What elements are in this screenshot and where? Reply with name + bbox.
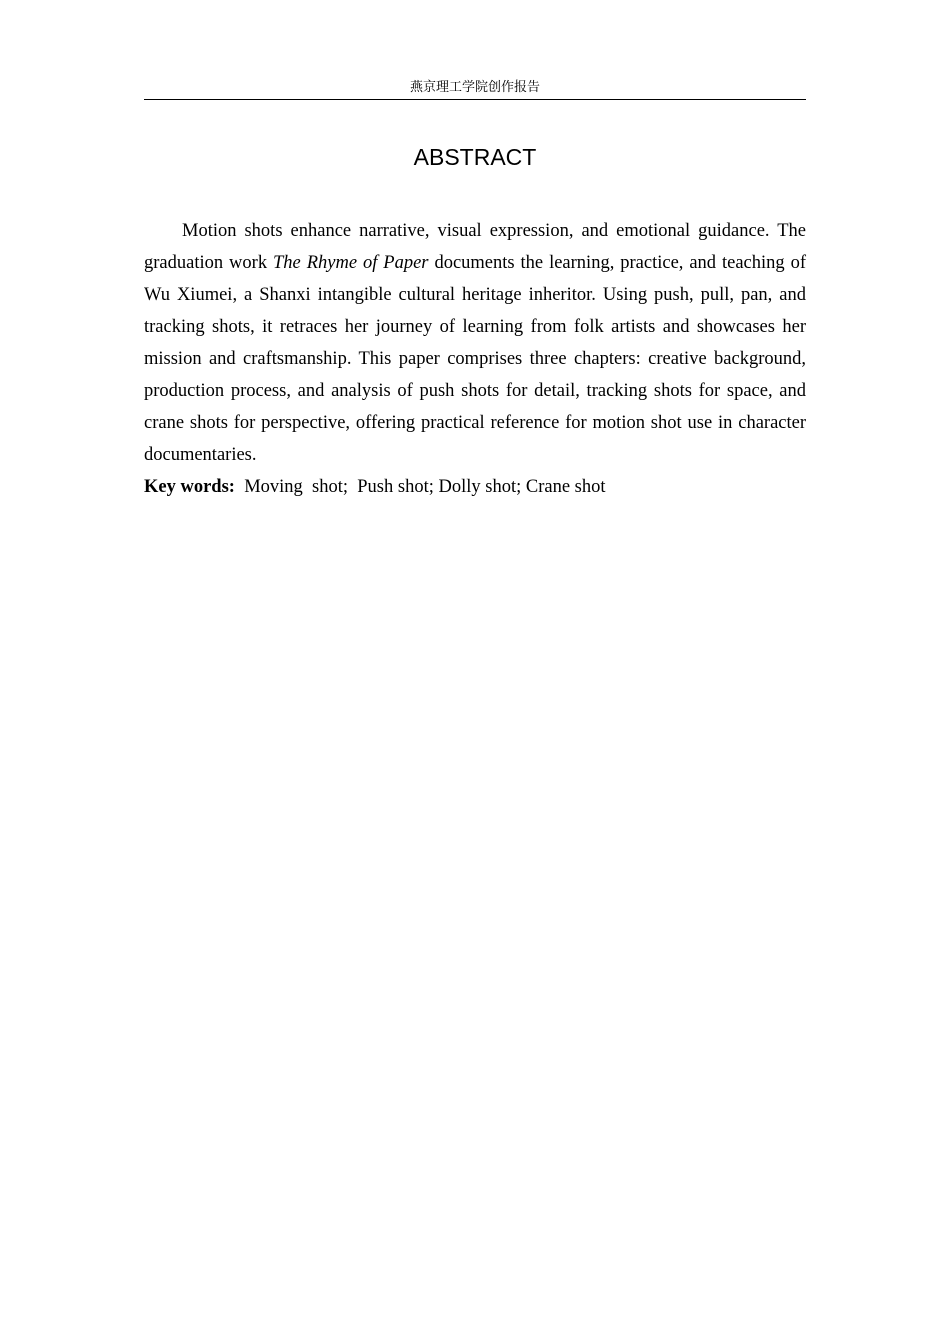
keywords-line — [144, 471, 806, 503]
keywords-value: Moving shot; Push shot; Dolly shot; Crane shot — [234, 477, 606, 497]
abstract-text-part1: Motion shots enhance narrative, visual expression, and emotional guidance. The graduation work — [144, 221, 806, 273]
abstract-title: ABSTRACT — [413, 144, 537, 170]
abstract-paragraph — [144, 215, 806, 471]
keywords-label: Key words: — [144, 477, 235, 497]
header-rule — [144, 99, 806, 100]
work-title: The Rhyme of Paper — [273, 253, 429, 273]
running-header: 燕京理工学院创作报告 — [409, 80, 540, 95]
abstract-body — [144, 215, 806, 503]
abstract-text-part2: documents the learning, practice, and teaching of Wu Xiumei, a Shanxi intangible cultural heritage inheritor. Using push, pull, pan, and tracking shots, it retraces her journey of learning from folk artists and showcases her mission and craftsmanship. This paper comprises three chapters: creative background, production process, and analysis of push shots for detail, tracking shots for space, and crane shots for perspective, offering practical reference for motion shot use in character documentaries. — [144, 253, 807, 465]
